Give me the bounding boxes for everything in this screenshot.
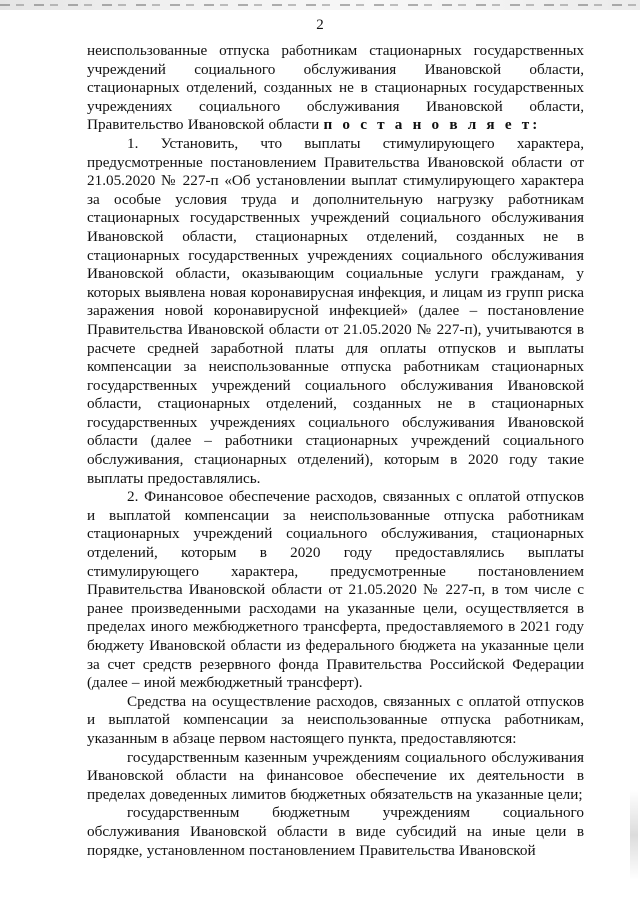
preamble-text: неиспользованные отпуска работникам стационарных государственных учреждений социального обслуживания Ивановской области, стационарных отделений, созданных не в стационарных государственных учреждениях социального обслуживания Ивановской области, Правительство Ивановской области (87, 42, 584, 134)
resolution-colon: : (532, 116, 541, 134)
page-number: 2 (316, 17, 324, 33)
paragraph-item-2: 2. Финансовое обеспечение расходов, связанных с оплатой отпусков и выплатой компенсации за неиспользованные отпуска работникам стационарных учреждений социального обслуживания, стационарных отделений, которым в 2020 году предоставлялись выплаты стимулирующего характера, предусмотренные постановлением Правительства Ивановской области от 21.05.2020 № 227-п, в том числе с ранее произведенными расходами на указанные цели, осуществляется в пределах иного межбюджетного трансферта, предоставляемого в 2021 году бюджету Ивановской области из федерального бюджета на указанные цели за счет средств резервного фонда Правительства Российской Федерации (далее – иной межбюджетный трансферт). (87, 488, 584, 692)
paragraph-item-1: 1. Установить, что выплаты стимулирующего характера, предусмотренные постановлением Правительства Ивановской области от 21.05.2020 № 227-п «Об установлении выплат стимулирующего характера за особые условия труда и дополнительную нагрузку работникам стационарных государственных учреждений социального обслуживания Ивановской области, стационарных отделений, созданных не в стационарных государственных учреждениях социального обслуживания Ивановской области, оказывающим социальные услуги гражданам, у которых выявлена новая коронавирусная инфекция, и лицам из групп риска заражения новой коронавирусной инфекцией» (далее – постановление Правительства Ивановской области от 21.05.2020 № 227-п), учитываются в расчете средней заработной платы для оплаты отпусков и выплаты компенсации за неиспользованные отпуска работникам стационарных государственных учреждений социального обслуживания Ивановской области, стационарных отделений, созданных не в стационарных государственных учреждениях социального обслуживания Ивановской области (далее – работники стационарных учреждений социального обслуживания, стационарных отделений), которым в 2020 году такие выплаты предоставлялись. (87, 134, 584, 487)
scan-right-edge (630, 790, 638, 880)
state-budget-paragraph: государственным бюджетным учреждениям социального обслуживания Ивановской области в виде субсидий на иные цели в порядке, установленном постановлением Правительства Ивановской (87, 804, 584, 859)
funding-paragraph: Средства на осуществление расходов, связанных с оплатой отпусков и выплатой компенсации за неиспользованные отпуска работникам, указанным в абзаце первом настоящего пункта, предоставляются: (87, 692, 584, 747)
document-body (87, 42, 584, 860)
scan-top-edge (0, 0, 640, 10)
state-treasury-paragraph: государственным казенным учреждениям социального обслуживания Ивановской области на финансовое обеспечение их деятельности в пределах доведенных лимитов бюджетных обязательств на указанные цели; (87, 748, 584, 803)
resolution-word: п о с т а н о в л я е т (323, 116, 533, 134)
preamble-paragraph (87, 42, 584, 135)
